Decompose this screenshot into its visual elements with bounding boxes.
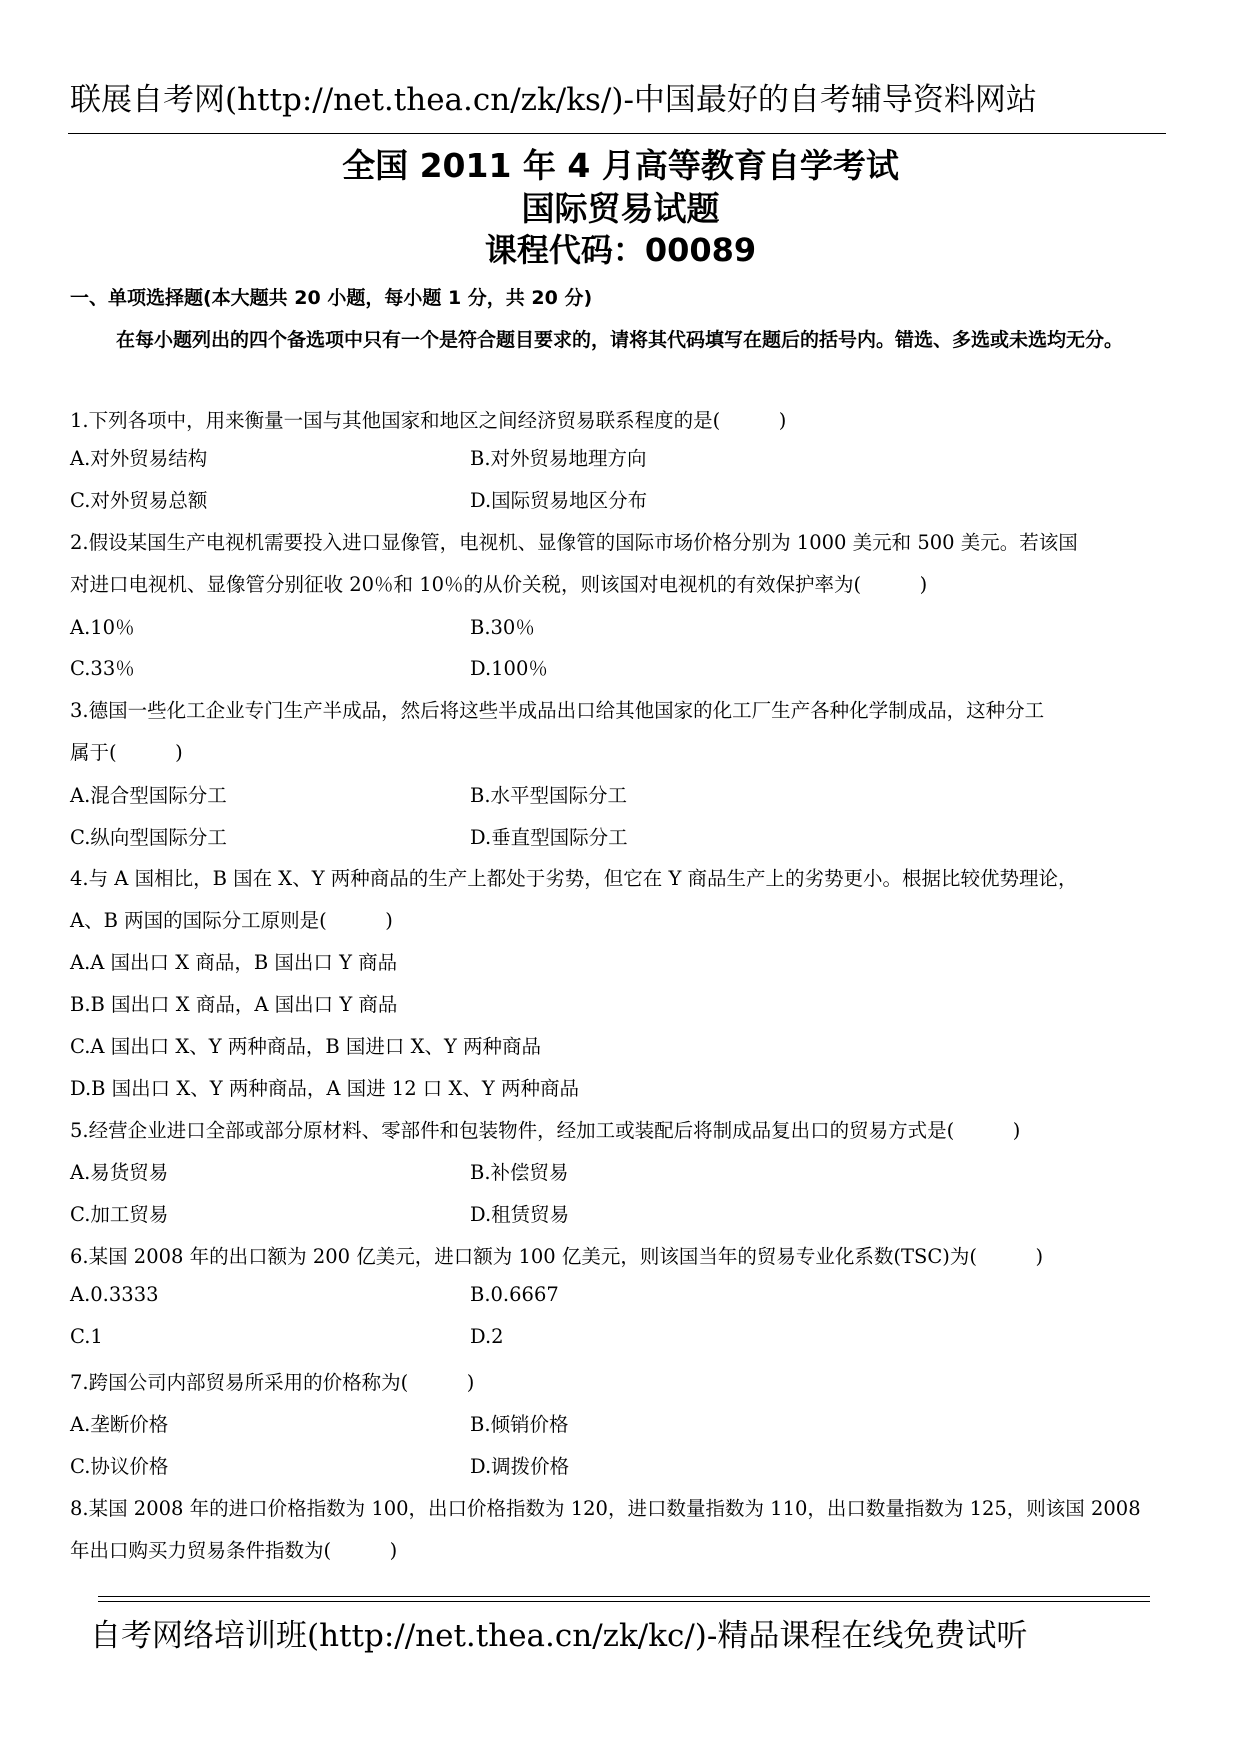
question-7-option-b: B.倾销价格 — [470, 1413, 569, 1436]
question-3-stem-line-2: 属于( ) — [70, 741, 183, 764]
question-4-option-a: A.A 国出口 X 商品，B 国出口 Y 商品 — [70, 951, 398, 974]
question-2-stem-line-1: 2.假设某国生产电视机需要投入进口显像管，电视机、显像管的国际市场价格分别为 1000 美元和 500 美元。若该国 — [70, 531, 1078, 554]
question-4-option-c: C.A 国出口 X、Y 两种商品，B 国进口 X、Y 两种商品 — [70, 1035, 542, 1058]
question-4-stem-line-2: A、B 两国的国际分工原则是( ) — [70, 909, 393, 932]
question-7-option-d: D.调拨价格 — [470, 1455, 570, 1478]
section-heading: 一、单项选择题(本大题共 20 小题，每小题 1 分，共 20 分) — [70, 287, 593, 309]
question-3-option-d: D.垂直型国际分工 — [470, 826, 628, 849]
question-7-option-c: C.协议价格 — [70, 1455, 169, 1478]
question-7-option-a: A.垄断价格 — [70, 1413, 169, 1436]
section-instruction: 在每小题列出的四个备选项中只有一个是符合题目要求的，请将其代码填写在题后的括号内。错选、多选或未选均无分。 — [116, 329, 1124, 351]
question-8-stem-line-2: 年出口购买力贸易条件指数为( ) — [70, 1539, 398, 1562]
question-3-option-c: C.纵向型国际分工 — [70, 826, 227, 849]
question-6-stem: 6.某国 2008 年的出口额为 200 亿美元，进口额为 100 亿美元，则该国当年的贸易专业化系数(TSC)为( ) — [70, 1245, 1044, 1268]
question-4-option-b: B.B 国出口 X 商品，A 国出口 Y 商品 — [70, 993, 398, 1016]
exam-subject: 国际贸易试题 — [521, 189, 720, 228]
question-4-option-d: D.B 国出口 X、Y 两种商品，A 国进 12 口 X、Y 两种商品 — [70, 1077, 579, 1100]
question-5-option-d: D.租赁贸易 — [470, 1203, 570, 1226]
question-5-stem: 5.经营企业进口全部或部分原材料、零部件和包装物件，经加工或装配后将制成品复出口的贸易方式是( ) — [70, 1119, 1021, 1142]
header-divider — [68, 133, 1166, 134]
question-6-option-d: D.2 — [470, 1325, 504, 1348]
question-3-stem-line-1: 3.德国一些化工企业专门生产半成品，然后将这些半成品出口给其他国家的化工厂生产各种化学制成品，这种分工 — [70, 699, 1045, 722]
question-4-stem-line-1: 4.与 A 国相比，B 国在 X、Y 两种商品的生产上都处于劣势，但它在 Y 商品生产上的劣势更小。根据比较优势理论， — [70, 867, 1078, 890]
question-5-option-b: B.补偿贸易 — [470, 1161, 569, 1184]
site-header-banner: 联展自考网(http://net.thea.cn/zk/ks/)-中国最好的自考辅导资料网站 — [70, 82, 1037, 118]
course-code: 课程代码：00089 — [484, 231, 757, 269]
question-3-option-a: A.混合型国际分工 — [70, 784, 227, 807]
question-6-option-a: A.0.3333 — [70, 1283, 159, 1306]
question-5-option-a: A.易货贸易 — [70, 1161, 169, 1184]
question-8-stem-line-1: 8.某国 2008 年的进口价格指数为 100，出口价格指数为 120，进口数量指数为 110，出口数量指数为 125，则该国 2008 — [70, 1497, 1141, 1520]
question-7-stem: 7.跨国公司内部贸易所采用的价格称为( ) — [70, 1371, 475, 1394]
site-footer-banner: 自考网络培训班(http://net.thea.cn/zk/kc/)-精品课程在线免费试听 — [90, 1618, 1028, 1654]
question-1-option-b: B.对外贸易地理方向 — [470, 447, 647, 470]
footer-divider — [98, 1596, 1150, 1597]
question-2-option-c: C.33％ — [70, 657, 135, 680]
question-1-option-a: A.对外贸易结构 — [70, 447, 208, 470]
question-2-stem-line-2: 对进口电视机、显像管分别征收 20％和 10％的从价关税，则该国对电视机的有效保护率为( ) — [70, 573, 928, 596]
question-2-option-b: B.30％ — [470, 616, 535, 639]
question-1-option-d: D.国际贸易地区分布 — [470, 489, 648, 512]
question-6-option-c: C.1 — [70, 1325, 103, 1348]
question-5-option-c: C.加工贸易 — [70, 1203, 169, 1226]
question-6-option-b: B.0.6667 — [470, 1283, 559, 1306]
question-1-option-c: C.对外贸易总额 — [70, 489, 208, 512]
question-2-option-d: D.100％ — [470, 657, 548, 680]
exam-title: 全国 2011 年 4 月高等教育自学考试 — [342, 146, 899, 185]
footer-divider-secondary — [98, 1601, 1150, 1602]
question-2-option-a: A.10％ — [70, 616, 135, 639]
question-1-stem: 1.下列各项中，用来衡量一国与其他国家和地区之间经济贸易联系程度的是( ) — [70, 409, 787, 432]
question-3-option-b: B.水平型国际分工 — [470, 784, 628, 807]
